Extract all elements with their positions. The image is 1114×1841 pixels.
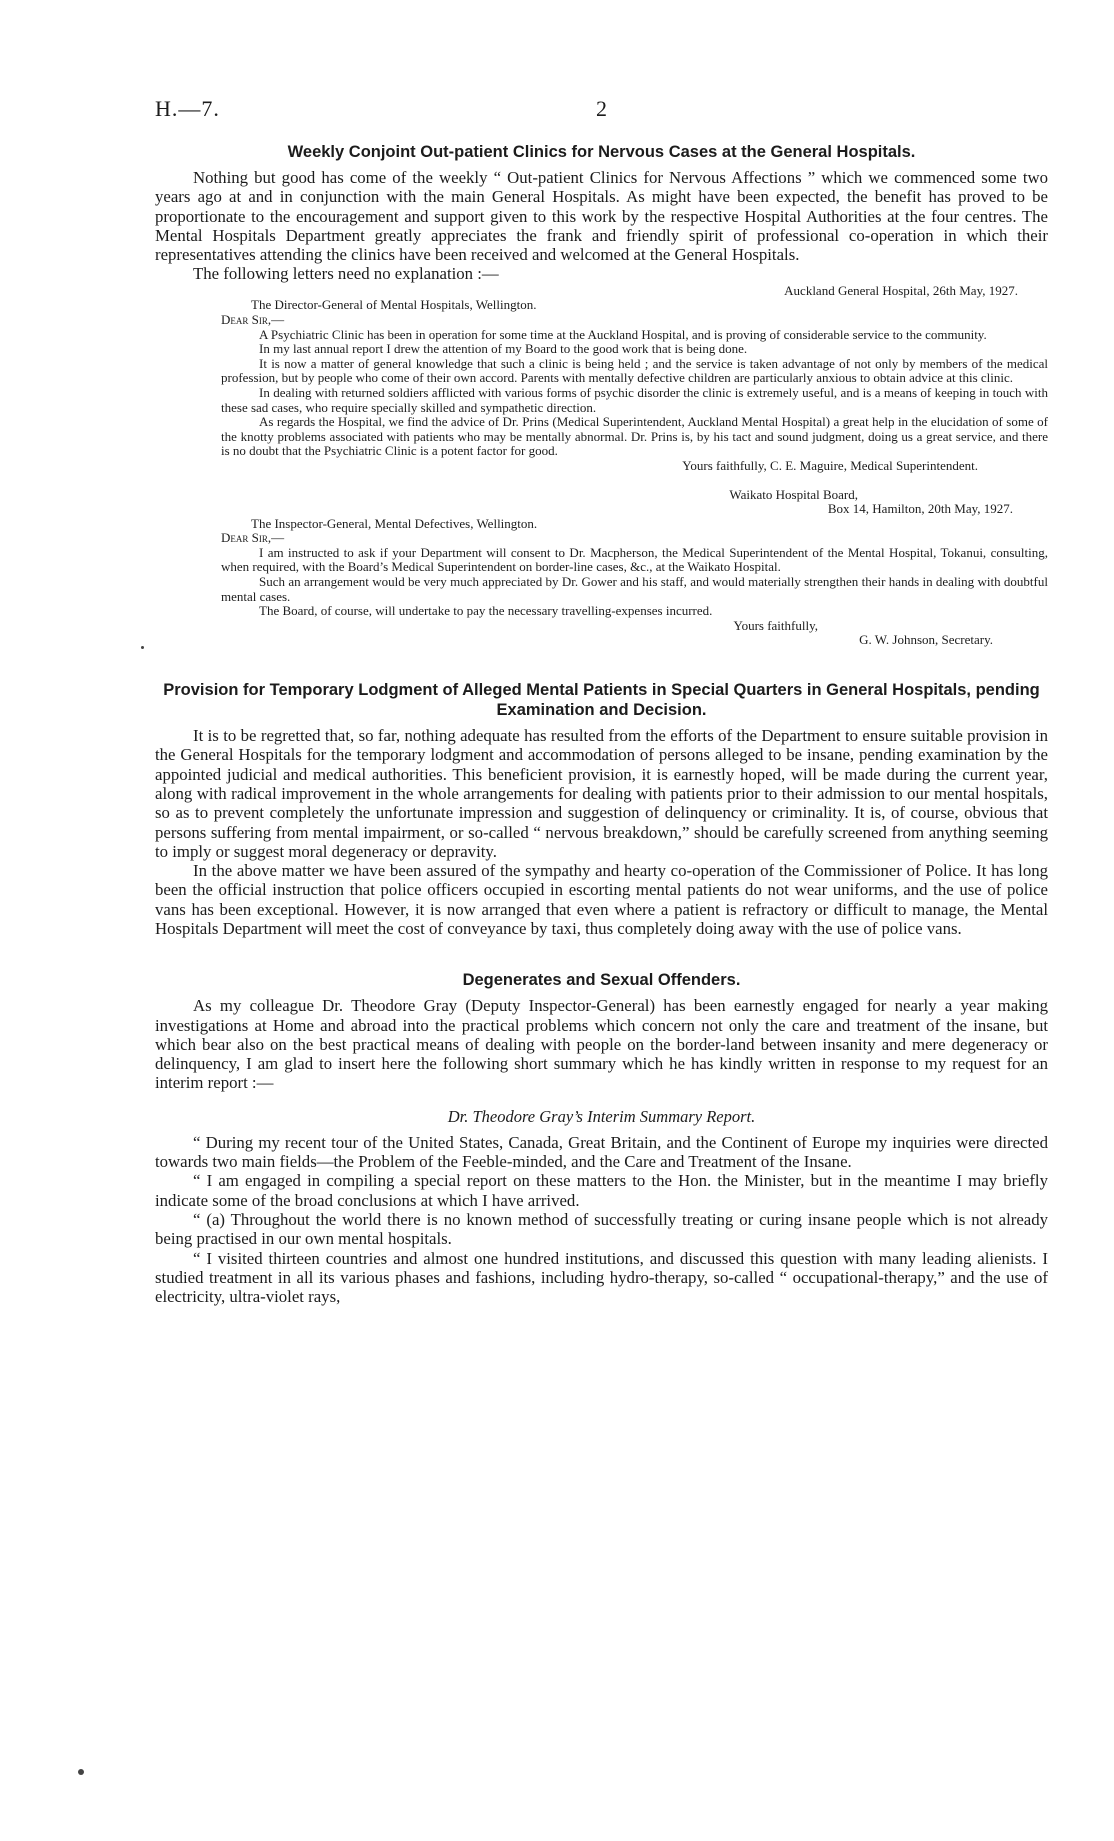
letter-paragraph: As regards the Hospital, we find the advice of Dr. Prins (Medical Superintendent, Auckland Mental Hospital) a great help in the elucidation of some of the knotty problems associated with patients who may be mentally abnormal. Dr. Prins is, by his tact and sound judgment, doing us a great service, and there is no doubt that the Psychiatric Clinic is a potent factor for good. [221,414,1048,459]
section-heading-clinics: Weekly Conjoint Out-patient Clinics for Nervous Cases at the General Hospitals. [287,143,916,161]
paragraph: “ I am engaged in compiling a special report on these matters to the Hon. the Minister, but in the meantime I may briefly indicate some of the broad conclusions at which I have arrived. [155,1171,1048,1210]
letter-paragraph: A Psychiatric Clinic has been in operation for some time at the Auckland Hospital, and is proving of considerable service to the community. [259,326,987,342]
paragraph: “ (a) Throughout the world there is no known method of successfully treating or curing insane people which is not already being practised in our own mental hospitals. [155,1209,1048,1249]
page-content [155,142,1048,1306]
report-subheading: Dr. Theodore Gray’s Interim Summary Report. [447,1106,756,1126]
section-heading-degenerates: Degenerates and Sexual Offenders. [462,971,741,990]
report-reference: H.—7. [155,96,220,121]
letter-paragraph: Such an arrangement would be very much appreciated by Dr. Gower and his staff, and would materially strengthen their hands in dealing with doubtful mental cases. [221,574,1048,604]
letter-auckland [155,284,1048,474]
letter-salutation: Dear Sir,— [221,530,285,546]
scan-speck [78,1769,84,1775]
letter-paragraph: The Board, of course, will undertake to pay the necessary travelling-expenses incurred. [259,603,713,619]
letter-paragraph: It is now a matter of general knowledge that such a clinic is being held ; and the service is taken advantage of not only by members of the medical profession, but by people who come of their own accord. Parents with mentally defective children are particularly anxious to obtain advice at this clinic. [221,355,1048,386]
letter-place-date: Auckland General Hospital, 26th May, 1927. [784,282,1018,298]
paragraph: “ During my recent tour of the United States, Canada, Great Britain, and the Continent of Europe my inquiries were directed towards two main fields—the Problem of the Feeble-minded, and the Care and Treatment of the Insane. [155,1132,1048,1172]
letter-paragraph: In my last annual report I drew the attention of my Board to the good work that is being done. [259,341,748,357]
letter-signature: G. W. Johnson, Secretary. [859,632,993,648]
scan-speck [141,646,144,649]
letter-paragraph: I am instructed to ask if your Department will consent to Dr. Macpherson, the Medical Superintendent of the Mental Hospital, Tokanui, consulting, when required, with the Board’s Medical Superintendent on border-line cases, &c., at the Waikato Hospital. [221,544,1048,575]
letter-signature: Yours faithfully, C. E. Maguire, Medical Superintendent. [682,457,978,473]
letter-sender: Waikato Hospital Board, [729,486,858,502]
letter-salutation: Dear Sir,— [221,311,285,327]
letter-waikato [155,488,1048,649]
paragraph: “ I visited thirteen countries and almost one hundred institutions, and discussed this question with many leading alienists. I studied treatment in all its various phases and fashions, including hydro-therapy, so-called “ occupational-therapy,” and the use of electricity, ultra-violet rays, [155,1248,1048,1307]
letter-closing: Yours faithfully, [733,617,818,633]
paragraph: In the above matter we have been assured of the sympathy and hearty co-operation of the Commissioner of Police. It has long been the official instruction that police officers occupied in escorting mental patients do not wear uniforms, and the use of police vans has been exceptional. However, it is now arranged that even where a patient is refractory or difficult to manage, the Mental Hospitals Department will meet the cost of conveyance by taxi, thus completely doing away with the use of police vans. [155,861,1048,938]
section-heading-temporary-lodgment: Provision for Temporary Lodgment of Alleged Mental Patients in Special Quarters in General Hospitals, pending Examination and Decision. [163,681,1040,720]
letter-addressee: The Director-General of Mental Hospitals, Wellington. [251,297,537,313]
paragraph: The following letters need no explanation :— [193,264,499,284]
letter-sender-address-date: Box 14, Hamilton, 20th May, 1927. [827,501,1013,517]
page-number: 2 [596,96,607,121]
paragraph: It is to be regretted that, so far, nothing adequate has resulted from the efforts of the Department to ensure suitable provision in the General Hospitals for the temporary lodgment and accommodation of persons alleged to be insane, pending examination by the appointed judicial and medical authorities. This beneficient provision, it is earnestly hoped, will be made during the current year, along with radical improvement in the whole arrangements for dealing with patients prior to their admission to our mental hospitals, so as to prevent completely the unfortunate impression and suggestion of delinquency or criminality. It is, of course, obvious that persons suffering from mental impairment, or so-called “ nervous breakdown,” should be carefully screened from anything seeming to imply or suggest moral degeneracy or depravity. [155,726,1048,861]
letter-paragraph: In dealing with returned soldiers afflicted with various forms of psychic disorder the clinic is extremely useful, and is a means of keeping in touch with these sad cases, who require specially skilled and sympathetic direction. [221,384,1048,415]
paragraph: Nothing but good has come of the weekly “ Out-patient Clinics for Nervous Affections ” which we commenced some two years ago at and in conjunction with the main General Hospitals. As might have been expected, the benefit has proved to be proportionate to the encouragement and support given to this work by the respective Hospital Authorities at the four centres. The Mental Hospitals Department greatly appreciates the frank and friendly spirit of professional co-operation in which their representatives attending the clinics have been received and welcomed at the General Hospitals. [155,168,1048,265]
letter-addressee: The Inspector-General, Mental Defectives, Wellington. [251,515,538,531]
paragraph: As my colleague Dr. Theodore Gray (Deputy Inspector-General) has been earnestly engaged for nearly a year making investigations at Home and abroad into the practical problems which concern not only the care and treatment of the insane, but which bear also on the best practical means of dealing with people on the border-land between insanity and mere degeneracy or delinquency, I am glad to insert here the following short summary which he has kindly written in response to my request for an interim report :— [155,996,1048,1093]
